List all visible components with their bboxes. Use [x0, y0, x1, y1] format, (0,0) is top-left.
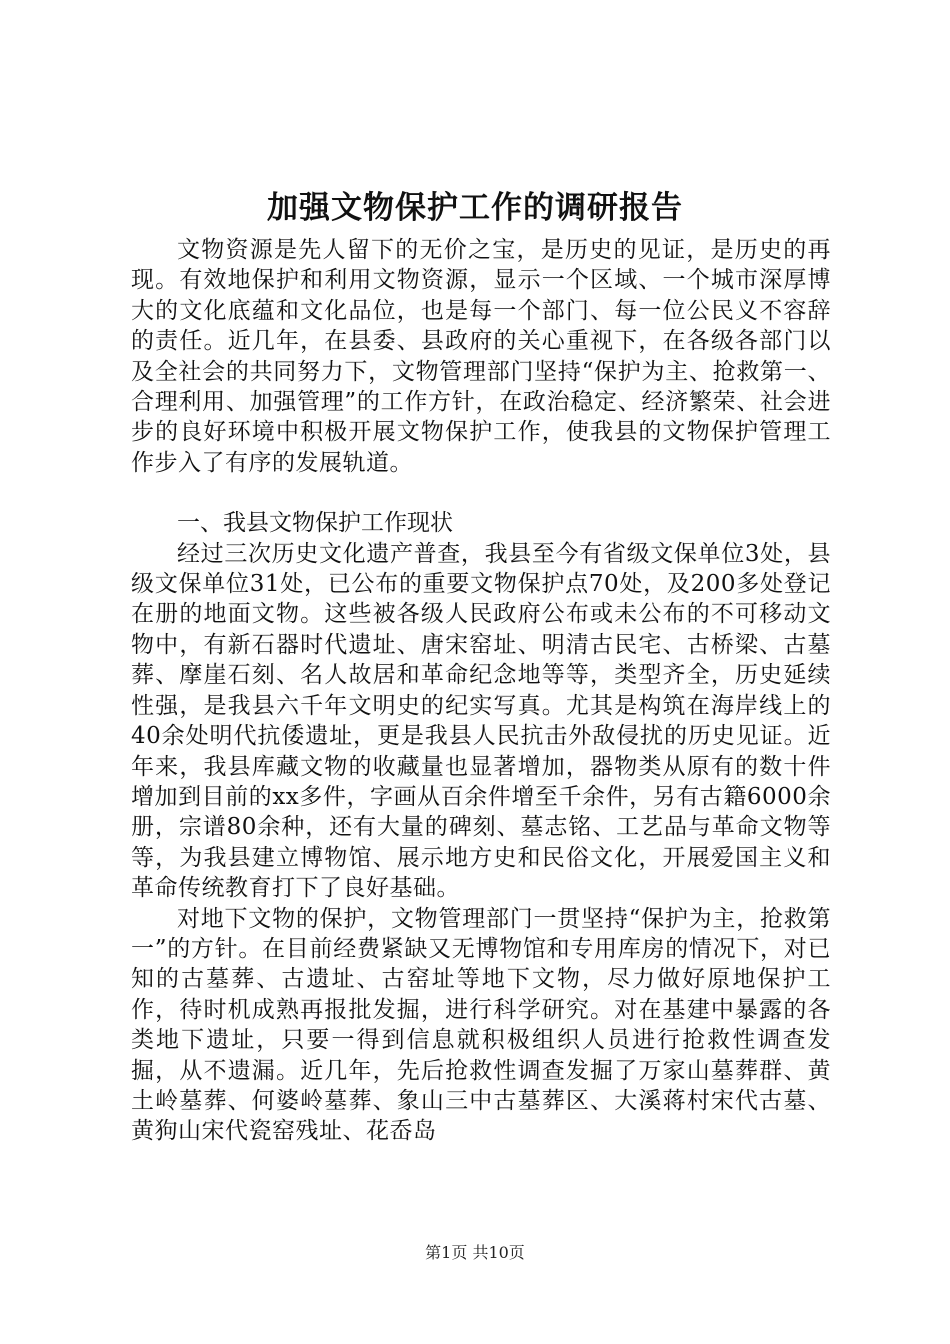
status-paragraph: 经过三次历史文化遗产普查，我县至今有省级文保单位3处，县级文保单位31处，已公布的重要文物保护点70处，及200多处登记在册的地面文物。这些被各级人民政府公布或未公布的不可移动文物中，有新石器时代遗址、唐宋窑址、明清古民宅、古桥梁、古墓葬、摩崖石刻、名人故居和革命纪念地等等，类型齐全，历史延续性强，是我县六千年文明史的纪实写真。尤其是构筑在海岸线上的40余处明代抗倭遗址，更是我县人民抗击外敌侵扰的历史见证。近年来，我县库藏文物的收藏量也显著增加，器物类从原有的数十件增加到目前的xx多件，字画从百余件增至千余件，另有古籍6000余册，宗谱80余种，还有大量的碑刻、墓志铭、工艺品与革命文物等等，为我县建立博物馆、展示地方史和民俗文化，开展爱国主义和革命传统教育打下了良好基础。	[131, 540, 831, 902]
section-heading: 一、我县文物保护工作现状	[177, 510, 453, 537]
document-body	[131, 235, 831, 1147]
underground-relics-paragraph: 对地下文物的保护，文物管理部门一贯坚持“保护为主，抢救第一”的方针。在目前经费紧缺又无博物馆和专用库房的情况下，对已知的古墓葬、古遗址、古窑址等地下文物，尽力做好原地保护工作，待时机成熟再报批发掘，进行科学研究。对在基建中暴露的各类地下遗址，只要一得到信息就积极组织人员进行抢救性调查发掘，从不遗漏。近几年，先后抢救性调查发掘了万家山墓葬群、黄土岭墓葬、何婆岭墓葬、象山三中古墓葬区、大溪蒋村宋代古墓、黄狗山宋代瓷窑残址、花岙岛	[131, 905, 831, 1145]
page-number-footer: 第1页 共10页	[425, 1243, 525, 1262]
document-title: 加强文物保护工作的调研报告	[267, 190, 683, 226]
intro-paragraph: 文物资源是先人留下的无价之宝，是历史的见证，是历史的再现。有效地保护和利用文物资源，显示一个区域、一个城市深厚博大的文化底蕴和文化品位，也是每一个部门、每一位公民义不容辞的责任。近几年，在县委、县政府的关心重视下，在各级各部门以及全社会的共同努力下，文物管理部门坚持“保护为主、抢救第一、合理利用、加强管理”的工作方针，在政治稳定、经济繁荣、社会进步的良好环境中积极开展文物保护工作，使我县的文物保护管理工作步入了有序的发展轨道。	[131, 237, 831, 476]
